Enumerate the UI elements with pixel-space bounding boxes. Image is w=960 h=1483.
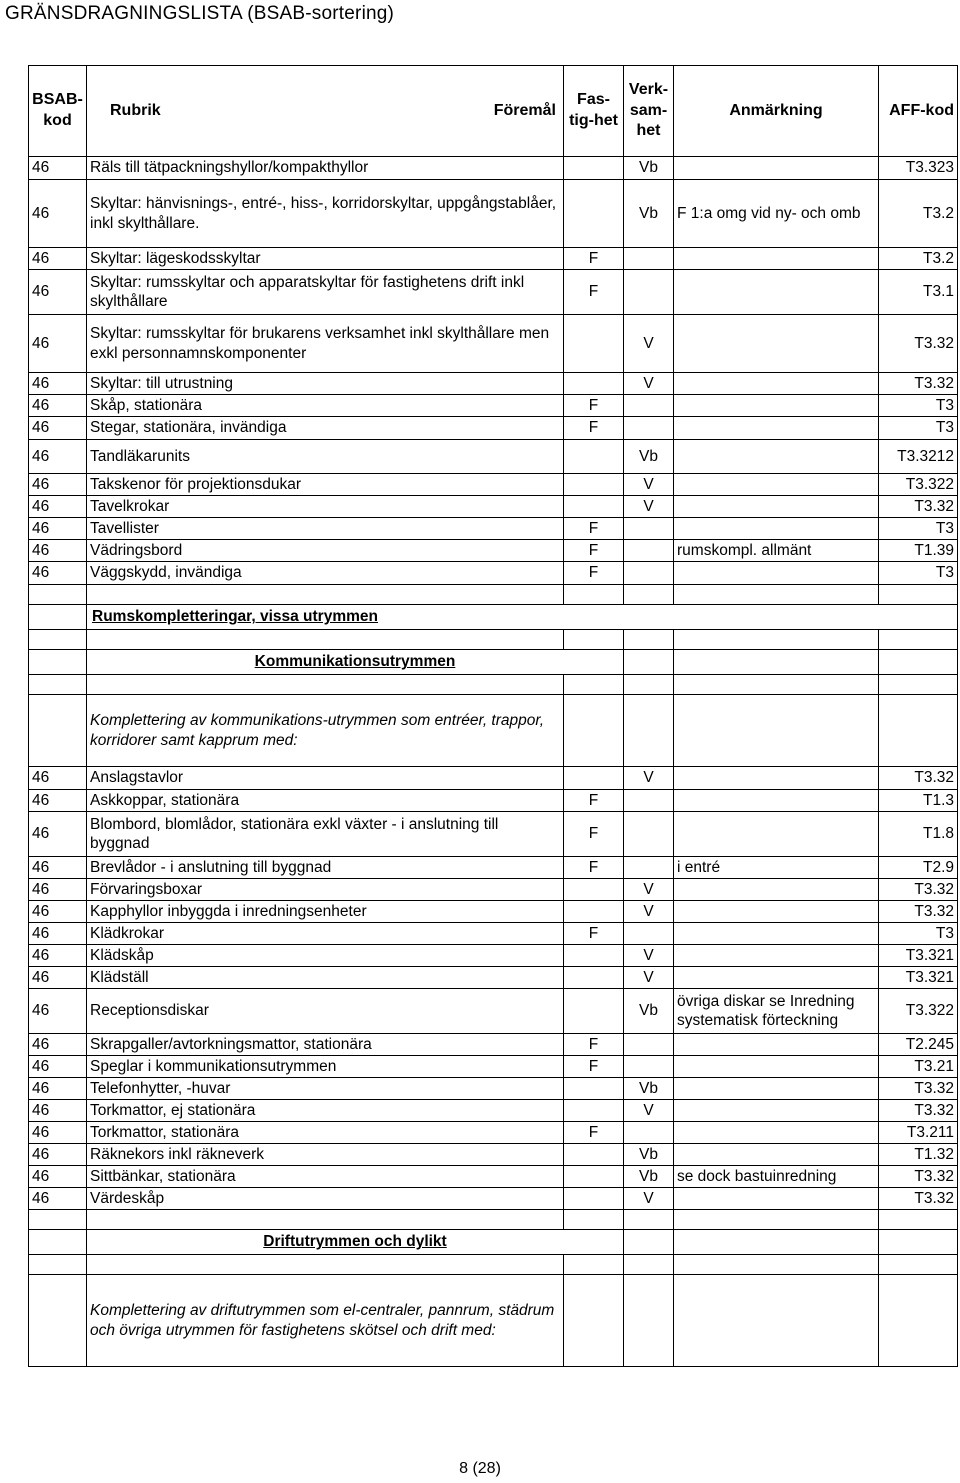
row-rubrik: Klädställ bbox=[87, 967, 564, 989]
header-fastighet: Fas-tig-het bbox=[564, 66, 624, 157]
row-aff-code: T3.321 bbox=[879, 945, 958, 967]
row-verksamhet: V bbox=[624, 496, 674, 518]
table-row bbox=[29, 270, 958, 315]
table-row bbox=[29, 1166, 958, 1188]
row-verksamhet bbox=[624, 540, 674, 562]
row-bsab-code: 46 bbox=[29, 989, 87, 1034]
row-fastighet bbox=[564, 879, 624, 901]
row-anmarkning bbox=[674, 1122, 879, 1144]
row-fastighet: F bbox=[564, 248, 624, 270]
row-verksamhet: Vb bbox=[624, 157, 674, 180]
page-number: 8 (28) bbox=[459, 1460, 501, 1477]
row-bsab-code: 46 bbox=[29, 812, 87, 857]
row-fastighet bbox=[564, 157, 624, 180]
row-bsab-code: 46 bbox=[29, 1078, 87, 1100]
table-row bbox=[29, 1144, 958, 1166]
row-rubrik: Kapphyllor inbyggda i inredningsenheter bbox=[87, 901, 564, 923]
row-rubrik: Förvaringsboxar bbox=[87, 879, 564, 901]
row-bsab-code: 46 bbox=[29, 1056, 87, 1078]
table-row bbox=[29, 923, 958, 945]
table-row bbox=[29, 474, 958, 496]
table-row bbox=[29, 562, 958, 585]
row-aff-code: T1.32 bbox=[879, 1144, 958, 1166]
row-fastighet bbox=[564, 767, 624, 790]
page-title: GRÄNSDRAGNINGSLISTA (BSAB-sortering) bbox=[5, 3, 395, 24]
row-bsab-code: 46 bbox=[29, 417, 87, 440]
row-fastighet: F bbox=[564, 518, 624, 540]
table-row bbox=[29, 540, 958, 562]
row-fastighet bbox=[564, 1078, 624, 1100]
row-anmarkning bbox=[674, 474, 879, 496]
row-bsab-code: 46 bbox=[29, 270, 87, 315]
row-fastighet: F bbox=[564, 540, 624, 562]
row-rubrik: Telefonhytter, -huvar bbox=[87, 1078, 564, 1100]
row-anmarkning: övriga diskar se Inredning systematisk förteckning bbox=[674, 989, 879, 1034]
row-verksamhet: V bbox=[624, 767, 674, 790]
row-verksamhet bbox=[624, 1122, 674, 1144]
row-anmarkning bbox=[674, 1188, 879, 1210]
row-bsab-code: 46 bbox=[29, 315, 87, 373]
row-aff-code: T3.321 bbox=[879, 967, 958, 989]
table-row bbox=[29, 518, 958, 540]
header-bsab-kod: BSAB-kod bbox=[29, 66, 87, 157]
row-verksamhet bbox=[624, 1056, 674, 1078]
row-verksamhet: V bbox=[624, 901, 674, 923]
row-rubrik: Torkmattor, ej stationära bbox=[87, 1100, 564, 1122]
row-rubrik: Anslagstavlor bbox=[87, 767, 564, 790]
row-fastighet bbox=[564, 373, 624, 395]
row-verksamhet bbox=[624, 1034, 674, 1056]
row-aff-code: T3.32 bbox=[879, 373, 958, 395]
header-anmarkning: Anmärkning bbox=[674, 66, 879, 157]
row-bsab-code: 46 bbox=[29, 540, 87, 562]
row-aff-code: T3.3212 bbox=[879, 440, 958, 474]
boundary-table bbox=[28, 65, 958, 1367]
row-fastighet bbox=[564, 901, 624, 923]
row-anmarkning bbox=[674, 967, 879, 989]
row-fastighet: F bbox=[564, 812, 624, 857]
row-anmarkning bbox=[674, 1100, 879, 1122]
table-row bbox=[29, 157, 958, 180]
row-anmarkning bbox=[674, 901, 879, 923]
row-verksamhet: Vb bbox=[624, 1144, 674, 1166]
note-kommunikation: Komplettering av kommunikations-utrymmen som entréer, trappor, korridorer samt kapprum med: bbox=[87, 695, 564, 767]
table-row bbox=[29, 496, 958, 518]
row-verksamhet: V bbox=[624, 315, 674, 373]
section-heading-rumskompletteringar: Rumskompletteringar, vissa utrymmen bbox=[87, 605, 958, 630]
row-verksamhet bbox=[624, 518, 674, 540]
row-rubrik: Skyltar: till utrustning bbox=[87, 373, 564, 395]
table-row bbox=[29, 248, 958, 270]
row-bsab-code: 46 bbox=[29, 1100, 87, 1122]
row-anmarkning bbox=[674, 248, 879, 270]
row-aff-code: T3 bbox=[879, 518, 958, 540]
table-row bbox=[29, 857, 958, 879]
row-rubrik: Skyltar: lägeskodsskyltar bbox=[87, 248, 564, 270]
row-verksamhet: V bbox=[624, 373, 674, 395]
row-verksamhet bbox=[624, 857, 674, 879]
row-bsab-code: 46 bbox=[29, 180, 87, 248]
row-aff-code: T3 bbox=[879, 562, 958, 585]
row-rubrik: Vädringsbord bbox=[87, 540, 564, 562]
row-bsab-code: 46 bbox=[29, 1034, 87, 1056]
header-foremal: Föremål bbox=[493, 101, 556, 119]
row-fastighet: F bbox=[564, 1122, 624, 1144]
row-verksamhet: Vb bbox=[624, 1078, 674, 1100]
row-anmarkning bbox=[674, 395, 879, 417]
row-rubrik: Skåp, stationära bbox=[87, 395, 564, 417]
row-fastighet bbox=[564, 989, 624, 1034]
table-row bbox=[29, 417, 958, 440]
row-bsab-code: 46 bbox=[29, 440, 87, 474]
row-rubrik: Stegar, stationära, invändiga bbox=[87, 417, 564, 440]
row-bsab-code: 46 bbox=[29, 1166, 87, 1188]
row-rubrik: Räls till tätpackningshyllor/kompakthyllor bbox=[87, 157, 564, 180]
row-bsab-code: 46 bbox=[29, 967, 87, 989]
row-bsab-code: 46 bbox=[29, 879, 87, 901]
row-rubrik: Tavelkrokar bbox=[87, 496, 564, 518]
table-row bbox=[29, 767, 958, 790]
row-bsab-code: 46 bbox=[29, 1122, 87, 1144]
row-fastighet: F bbox=[564, 417, 624, 440]
row-anmarkning bbox=[674, 1034, 879, 1056]
row-fastighet bbox=[564, 967, 624, 989]
row-rubrik: Torkmattor, stationära bbox=[87, 1122, 564, 1144]
row-bsab-code: 46 bbox=[29, 945, 87, 967]
row-aff-code: T3.211 bbox=[879, 1122, 958, 1144]
row-rubrik: Receptionsdiskar bbox=[87, 989, 564, 1034]
row-rubrik: Räknekors inkl räkneverk bbox=[87, 1144, 564, 1166]
row-fastighet: F bbox=[564, 1034, 624, 1056]
row-fastighet bbox=[564, 1100, 624, 1122]
row-bsab-code: 46 bbox=[29, 857, 87, 879]
table-row bbox=[29, 1188, 958, 1210]
row-fastighet bbox=[564, 1144, 624, 1166]
row-anmarkning bbox=[674, 373, 879, 395]
row-anmarkning bbox=[674, 790, 879, 812]
row-rubrik: Tandläkarunits bbox=[87, 440, 564, 474]
row-fastighet: F bbox=[564, 395, 624, 417]
row-anmarkning: rumskompl. allmänt bbox=[674, 540, 879, 562]
row-rubrik: Skyltar: hänvisnings-, entré-, hiss-, korridorskyltar, uppgångstablåer, inkl skylthållare. bbox=[87, 180, 564, 248]
row-verksamhet bbox=[624, 562, 674, 585]
row-rubrik: Skrapgaller/avtorkningsmattor, stationära bbox=[87, 1034, 564, 1056]
row-rubrik: Speglar i kommunikationsutrymmen bbox=[87, 1056, 564, 1078]
row-rubrik: Skyltar: rumsskyltar och apparatskyltar för fastighetens drift inkl skylthållare bbox=[87, 270, 564, 315]
row-rubrik: Klädkrokar bbox=[87, 923, 564, 945]
row-bsab-code: 46 bbox=[29, 1144, 87, 1166]
row-aff-code: T3.32 bbox=[879, 1166, 958, 1188]
row-anmarkning bbox=[674, 270, 879, 315]
row-aff-code: T3.2 bbox=[879, 180, 958, 248]
table-row bbox=[29, 901, 958, 923]
row-verksamhet: Vb bbox=[624, 989, 674, 1034]
row-aff-code: T3.32 bbox=[879, 315, 958, 373]
row-bsab-code: 46 bbox=[29, 518, 87, 540]
row-verksamhet bbox=[624, 248, 674, 270]
table-row bbox=[29, 373, 958, 395]
row-aff-code: T1.39 bbox=[879, 540, 958, 562]
row-verksamhet bbox=[624, 395, 674, 417]
row-fastighet bbox=[564, 474, 624, 496]
row-verksamhet: V bbox=[624, 879, 674, 901]
row-anmarkning bbox=[674, 1078, 879, 1100]
row-bsab-code: 46 bbox=[29, 790, 87, 812]
row-anmarkning bbox=[674, 1144, 879, 1166]
row-verksamhet: Vb bbox=[624, 180, 674, 248]
row-verksamhet: Vb bbox=[624, 1166, 674, 1188]
row-anmarkning bbox=[674, 518, 879, 540]
row-aff-code: T2.9 bbox=[879, 857, 958, 879]
row-rubrik: Värdeskåp bbox=[87, 1188, 564, 1210]
header-aff-kod: AFF-kod bbox=[879, 66, 958, 157]
row-verksamhet: V bbox=[624, 967, 674, 989]
row-aff-code: T3.32 bbox=[879, 879, 958, 901]
row-verksamhet bbox=[624, 417, 674, 440]
section-heading-driftutrymmen: Driftutrymmen och dylikt bbox=[87, 1230, 624, 1255]
row-rubrik: Takskenor för projektionsdukar bbox=[87, 474, 564, 496]
row-aff-code: T3.322 bbox=[879, 989, 958, 1034]
table-row bbox=[29, 180, 958, 248]
table-row bbox=[29, 1056, 958, 1078]
row-aff-code: T3.32 bbox=[879, 767, 958, 790]
table-row bbox=[29, 315, 958, 373]
row-bsab-code: 46 bbox=[29, 923, 87, 945]
row-bsab-code: 46 bbox=[29, 248, 87, 270]
row-aff-code: T1.3 bbox=[879, 790, 958, 812]
header-rubrik-foremal bbox=[87, 66, 564, 157]
row-fastighet: F bbox=[564, 270, 624, 315]
row-verksamhet: Vb bbox=[624, 440, 674, 474]
row-fastighet bbox=[564, 1166, 624, 1188]
row-bsab-code: 46 bbox=[29, 1188, 87, 1210]
header-row bbox=[29, 66, 958, 157]
table-row bbox=[29, 440, 958, 474]
row-fastighet bbox=[564, 180, 624, 248]
table-row bbox=[29, 945, 958, 967]
row-aff-code: T3.322 bbox=[879, 474, 958, 496]
row-rubrik: Skyltar: rumsskyltar för brukarens verksamhet inkl skylthållare men exkl personnamnskomponenter bbox=[87, 315, 564, 373]
table-row bbox=[29, 989, 958, 1034]
row-aff-code: T3.32 bbox=[879, 901, 958, 923]
row-aff-code: T3 bbox=[879, 395, 958, 417]
row-anmarkning bbox=[674, 562, 879, 585]
row-anmarkning bbox=[674, 496, 879, 518]
note-drift: Komplettering av driftutrymmen som el-centraler, pannrum, städrum och övriga utrymmen för fastighetens skötsel och drift med: bbox=[87, 1275, 564, 1367]
row-rubrik: Sittbänkar, stationära bbox=[87, 1166, 564, 1188]
row-fastighet: F bbox=[564, 790, 624, 812]
row-anmarkning bbox=[674, 812, 879, 857]
row-aff-code: T3.21 bbox=[879, 1056, 958, 1078]
row-anmarkning bbox=[674, 417, 879, 440]
row-fastighet bbox=[564, 1188, 624, 1210]
row-anmarkning bbox=[674, 923, 879, 945]
row-aff-code: T3.323 bbox=[879, 157, 958, 180]
row-anmarkning: F 1:a omg vid ny- och omb bbox=[674, 180, 879, 248]
row-anmarkning bbox=[674, 879, 879, 901]
row-rubrik: Väggskydd, invändiga bbox=[87, 562, 564, 585]
row-verksamhet bbox=[624, 812, 674, 857]
row-verksamhet bbox=[624, 270, 674, 315]
section-rums bbox=[29, 585, 958, 767]
row-aff-code: T3 bbox=[879, 923, 958, 945]
row-rubrik: Blombord, blomlådor, stationära exkl växter - i anslutning till byggnad bbox=[87, 812, 564, 857]
table-row bbox=[29, 1078, 958, 1100]
row-rubrik: Askkoppar, stationära bbox=[87, 790, 564, 812]
row-bsab-code: 46 bbox=[29, 157, 87, 180]
row-bsab-code: 46 bbox=[29, 474, 87, 496]
row-anmarkning bbox=[674, 315, 879, 373]
table-body-a bbox=[29, 157, 958, 585]
row-fastighet bbox=[564, 440, 624, 474]
row-bsab-code: 46 bbox=[29, 496, 87, 518]
row-rubrik: Klädskåp bbox=[87, 945, 564, 967]
row-anmarkning: se dock bastuinredning bbox=[674, 1166, 879, 1188]
row-verksamhet: V bbox=[624, 1188, 674, 1210]
row-fastighet bbox=[564, 496, 624, 518]
row-aff-code: T3.32 bbox=[879, 1100, 958, 1122]
table-row bbox=[29, 812, 958, 857]
header-verksamhet: Verk-sam-het bbox=[624, 66, 674, 157]
row-verksamhet: V bbox=[624, 474, 674, 496]
row-aff-code: T3.32 bbox=[879, 1188, 958, 1210]
row-rubrik: Tavellister bbox=[87, 518, 564, 540]
row-fastighet bbox=[564, 315, 624, 373]
table-row bbox=[29, 395, 958, 417]
row-anmarkning bbox=[674, 157, 879, 180]
table-row bbox=[29, 790, 958, 812]
row-aff-code: T3 bbox=[879, 417, 958, 440]
row-aff-code: T2.245 bbox=[879, 1034, 958, 1056]
row-anmarkning: i entré bbox=[674, 857, 879, 879]
row-anmarkning bbox=[674, 440, 879, 474]
row-fastighet: F bbox=[564, 923, 624, 945]
section-drift bbox=[29, 1210, 958, 1367]
row-aff-code: T3.32 bbox=[879, 496, 958, 518]
row-bsab-code: 46 bbox=[29, 562, 87, 585]
row-anmarkning bbox=[674, 1056, 879, 1078]
row-aff-code: T3.2 bbox=[879, 248, 958, 270]
row-anmarkning bbox=[674, 767, 879, 790]
row-bsab-code: 46 bbox=[29, 767, 87, 790]
row-fastighet: F bbox=[564, 1056, 624, 1078]
table-row bbox=[29, 879, 958, 901]
row-bsab-code: 46 bbox=[29, 395, 87, 417]
table-row bbox=[29, 967, 958, 989]
row-fastighet bbox=[564, 945, 624, 967]
header-rubrik: Rubrik bbox=[110, 101, 161, 119]
row-fastighet: F bbox=[564, 857, 624, 879]
row-anmarkning bbox=[674, 945, 879, 967]
row-rubrik: Brevlådor - i anslutning till byggnad bbox=[87, 857, 564, 879]
table-row bbox=[29, 1122, 958, 1144]
table-row bbox=[29, 1100, 958, 1122]
row-verksamhet bbox=[624, 790, 674, 812]
table-row bbox=[29, 1034, 958, 1056]
row-aff-code: T3.1 bbox=[879, 270, 958, 315]
row-verksamhet bbox=[624, 923, 674, 945]
row-verksamhet: V bbox=[624, 1100, 674, 1122]
row-aff-code: T1.8 bbox=[879, 812, 958, 857]
row-verksamhet: V bbox=[624, 945, 674, 967]
table-body-b bbox=[29, 767, 958, 1210]
section-heading-kommunikationsutrymmen: Kommunikationsutrymmen bbox=[87, 650, 624, 675]
row-fastighet: F bbox=[564, 562, 624, 585]
row-bsab-code: 46 bbox=[29, 373, 87, 395]
row-bsab-code: 46 bbox=[29, 901, 87, 923]
row-aff-code: T3.32 bbox=[879, 1078, 958, 1100]
